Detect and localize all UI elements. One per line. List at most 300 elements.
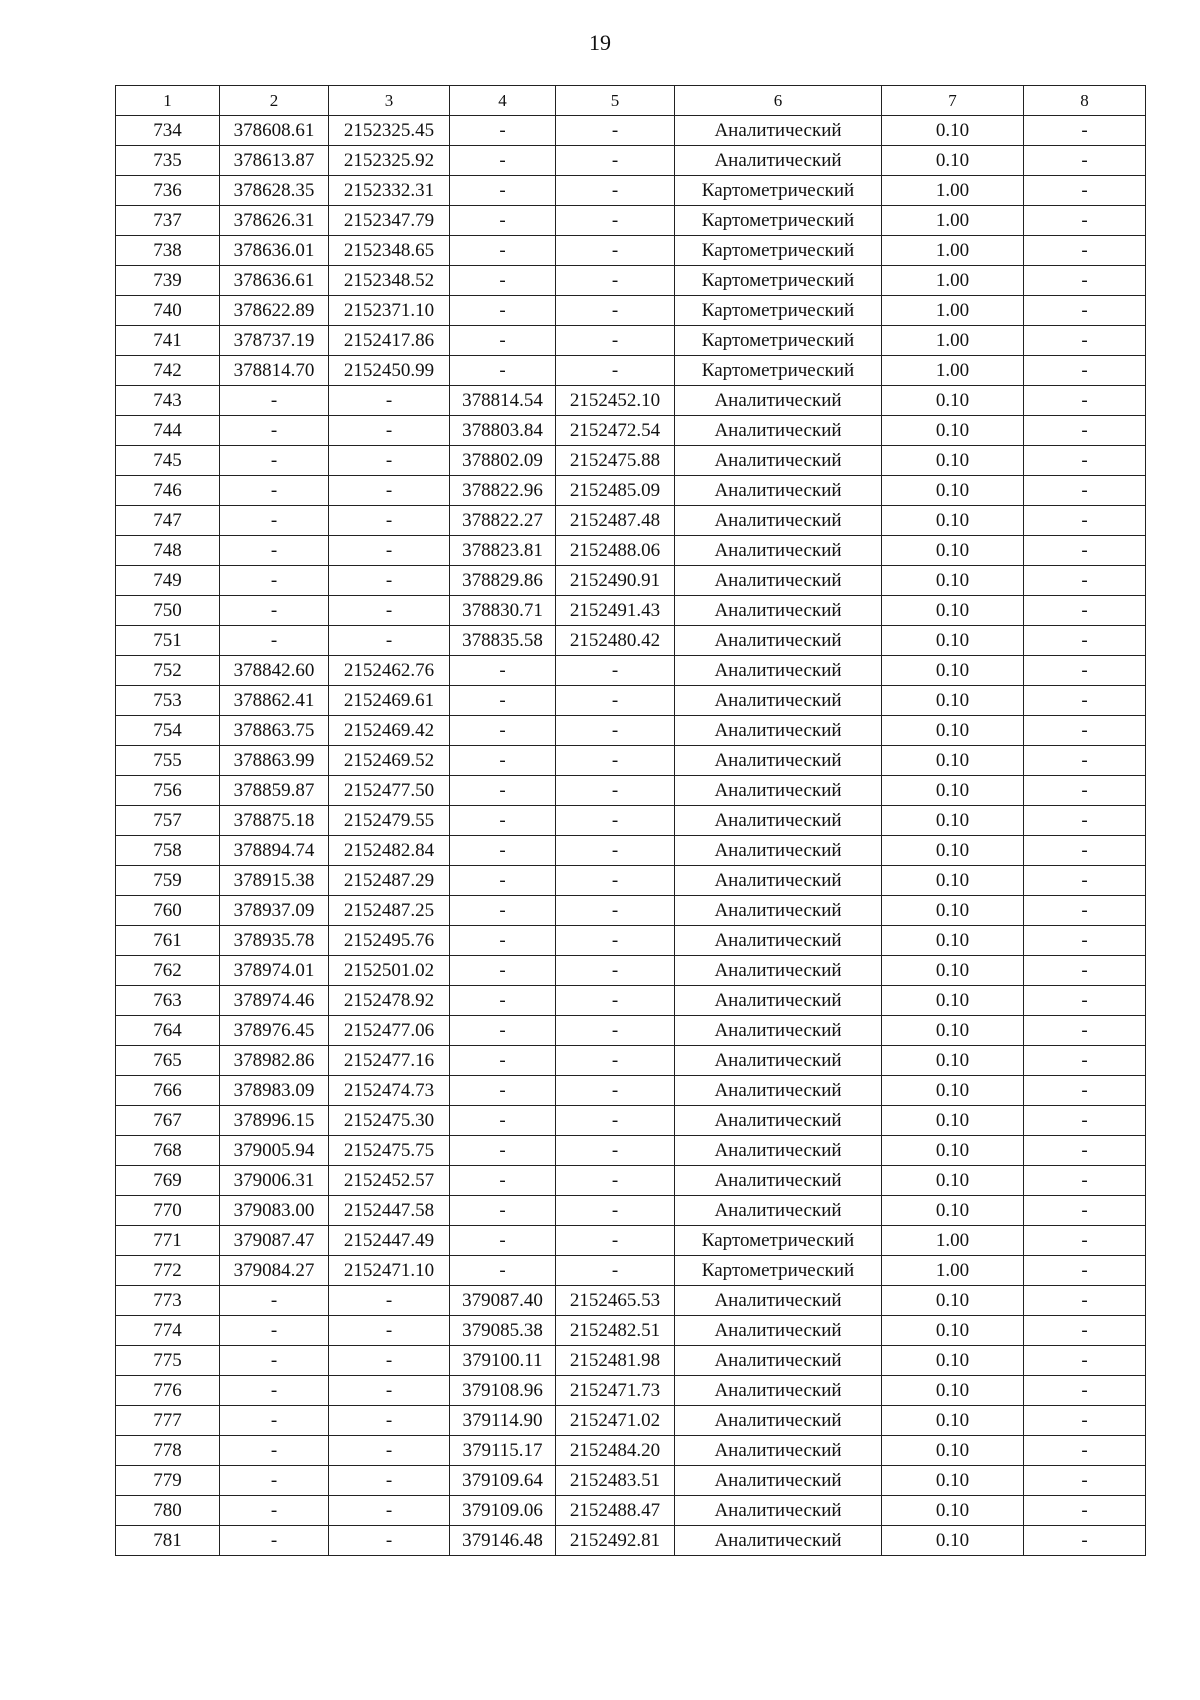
point-number-cell: 775 bbox=[116, 1346, 220, 1376]
y-old-cell: - bbox=[329, 1376, 450, 1406]
y-new-cell: - bbox=[556, 716, 675, 746]
table-row bbox=[116, 1496, 1146, 1526]
accuracy-cell: 0.10 bbox=[882, 116, 1024, 146]
table-row bbox=[116, 1046, 1146, 1076]
x-new-cell: - bbox=[450, 1106, 556, 1136]
x-new-cell: 378822.96 bbox=[450, 476, 556, 506]
point-number-cell: 779 bbox=[116, 1466, 220, 1496]
description-cell: - bbox=[1024, 356, 1146, 386]
description-cell: - bbox=[1024, 986, 1146, 1016]
y-new-cell: - bbox=[556, 656, 675, 686]
accuracy-cell: 0.10 bbox=[882, 536, 1024, 566]
method-cell: Аналитический bbox=[675, 416, 882, 446]
y-new-cell: - bbox=[556, 1166, 675, 1196]
point-number-cell: 748 bbox=[116, 536, 220, 566]
point-number-cell: 761 bbox=[116, 926, 220, 956]
method-cell: Аналитический bbox=[675, 836, 882, 866]
description-cell: - bbox=[1024, 746, 1146, 776]
point-number-cell: 740 bbox=[116, 296, 220, 326]
x-new-cell: 379087.40 bbox=[450, 1286, 556, 1316]
accuracy-cell: 0.10 bbox=[882, 986, 1024, 1016]
table-row bbox=[116, 566, 1146, 596]
description-cell: - bbox=[1024, 866, 1146, 896]
table-row bbox=[116, 1226, 1146, 1256]
description-cell: - bbox=[1024, 1466, 1146, 1496]
description-cell: - bbox=[1024, 1436, 1146, 1466]
x-new-cell: - bbox=[450, 266, 556, 296]
y-old-cell: 2152477.06 bbox=[329, 1016, 450, 1046]
description-cell: - bbox=[1024, 386, 1146, 416]
description-cell: - bbox=[1024, 266, 1146, 296]
x-old-cell: 378875.18 bbox=[220, 806, 329, 836]
x-old-cell: - bbox=[220, 1376, 329, 1406]
y-old-cell: 2152325.45 bbox=[329, 116, 450, 146]
accuracy-cell: 0.10 bbox=[882, 896, 1024, 926]
y-old-cell: 2152452.57 bbox=[329, 1166, 450, 1196]
method-cell: Аналитический bbox=[675, 1496, 882, 1526]
point-number-cell: 754 bbox=[116, 716, 220, 746]
y-old-cell: - bbox=[329, 596, 450, 626]
accuracy-cell: 0.10 bbox=[882, 656, 1024, 686]
y-new-cell: 2152488.47 bbox=[556, 1496, 675, 1526]
table-row bbox=[116, 746, 1146, 776]
point-number-cell: 752 bbox=[116, 656, 220, 686]
x-old-cell: 378613.87 bbox=[220, 146, 329, 176]
description-cell: - bbox=[1024, 1286, 1146, 1316]
y-old-cell: - bbox=[329, 386, 450, 416]
accuracy-cell: 1.00 bbox=[882, 1226, 1024, 1256]
description-cell: - bbox=[1024, 896, 1146, 926]
table-row bbox=[116, 926, 1146, 956]
point-number-cell: 747 bbox=[116, 506, 220, 536]
column-header: 7 bbox=[882, 86, 1024, 116]
y-new-cell: - bbox=[556, 356, 675, 386]
accuracy-cell: 1.00 bbox=[882, 236, 1024, 266]
accuracy-cell: 0.10 bbox=[882, 1316, 1024, 1346]
table-row bbox=[116, 896, 1146, 926]
description-cell: - bbox=[1024, 506, 1146, 536]
description-cell: - bbox=[1024, 476, 1146, 506]
x-new-cell: - bbox=[450, 986, 556, 1016]
description-cell: - bbox=[1024, 1106, 1146, 1136]
table-row bbox=[116, 386, 1146, 416]
accuracy-cell: 1.00 bbox=[882, 206, 1024, 236]
x-old-cell: 378863.99 bbox=[220, 746, 329, 776]
x-new-cell: - bbox=[450, 116, 556, 146]
y-old-cell: 2152474.73 bbox=[329, 1076, 450, 1106]
header-row bbox=[116, 86, 1146, 116]
description-cell: - bbox=[1024, 1346, 1146, 1376]
method-cell: Картометрический bbox=[675, 326, 882, 356]
y-old-cell: 2152479.55 bbox=[329, 806, 450, 836]
x-new-cell: 378802.09 bbox=[450, 446, 556, 476]
y-new-cell: 2152471.73 bbox=[556, 1376, 675, 1406]
method-cell: Аналитический bbox=[675, 866, 882, 896]
x-old-cell: - bbox=[220, 1346, 329, 1376]
accuracy-cell: 0.10 bbox=[882, 1406, 1024, 1436]
point-number-cell: 763 bbox=[116, 986, 220, 1016]
point-number-cell: 757 bbox=[116, 806, 220, 836]
description-cell: - bbox=[1024, 1166, 1146, 1196]
method-cell: Аналитический bbox=[675, 626, 882, 656]
point-number-cell: 770 bbox=[116, 1196, 220, 1226]
y-old-cell: - bbox=[329, 416, 450, 446]
y-old-cell: 2152482.84 bbox=[329, 836, 450, 866]
point-number-cell: 774 bbox=[116, 1316, 220, 1346]
y-new-cell: - bbox=[556, 836, 675, 866]
x-old-cell: 379087.47 bbox=[220, 1226, 329, 1256]
y-new-cell: 2152484.20 bbox=[556, 1436, 675, 1466]
y-new-cell: 2152490.91 bbox=[556, 566, 675, 596]
y-old-cell: 2152469.61 bbox=[329, 686, 450, 716]
table-row bbox=[116, 1196, 1146, 1226]
method-cell: Картометрический bbox=[675, 176, 882, 206]
x-old-cell: 378894.74 bbox=[220, 836, 329, 866]
y-new-cell: - bbox=[556, 776, 675, 806]
y-old-cell: - bbox=[329, 536, 450, 566]
y-old-cell: 2152348.65 bbox=[329, 236, 450, 266]
x-new-cell: - bbox=[450, 836, 556, 866]
accuracy-cell: 0.10 bbox=[882, 956, 1024, 986]
table-row bbox=[116, 656, 1146, 686]
y-new-cell: - bbox=[556, 866, 675, 896]
x-old-cell: 378626.31 bbox=[220, 206, 329, 236]
x-new-cell: 379100.11 bbox=[450, 1346, 556, 1376]
coordinates-table bbox=[115, 85, 1146, 1556]
x-old-cell: - bbox=[220, 476, 329, 506]
method-cell: Аналитический bbox=[675, 566, 882, 596]
table-row bbox=[116, 596, 1146, 626]
method-cell: Аналитический bbox=[675, 1376, 882, 1406]
x-old-cell: 378842.60 bbox=[220, 656, 329, 686]
y-new-cell: 2152480.42 bbox=[556, 626, 675, 656]
description-cell: - bbox=[1024, 206, 1146, 236]
x-old-cell: - bbox=[220, 416, 329, 446]
y-new-cell: - bbox=[556, 956, 675, 986]
y-new-cell: 2152475.88 bbox=[556, 446, 675, 476]
x-old-cell: 378737.19 bbox=[220, 326, 329, 356]
point-number-cell: 755 bbox=[116, 746, 220, 776]
table-row bbox=[116, 1526, 1146, 1556]
x-old-cell: 378996.15 bbox=[220, 1106, 329, 1136]
column-header: 4 bbox=[450, 86, 556, 116]
x-new-cell: - bbox=[450, 1196, 556, 1226]
method-cell: Аналитический bbox=[675, 1466, 882, 1496]
description-cell: - bbox=[1024, 416, 1146, 446]
point-number-cell: 742 bbox=[116, 356, 220, 386]
y-old-cell: - bbox=[329, 1466, 450, 1496]
x-new-cell: 378830.71 bbox=[450, 596, 556, 626]
x-new-cell: - bbox=[450, 1256, 556, 1286]
method-cell: Аналитический bbox=[675, 1046, 882, 1076]
x-old-cell: - bbox=[220, 1286, 329, 1316]
method-cell: Аналитический bbox=[675, 1316, 882, 1346]
accuracy-cell: 0.10 bbox=[882, 1046, 1024, 1076]
y-new-cell: 2152487.48 bbox=[556, 506, 675, 536]
accuracy-cell: 0.10 bbox=[882, 506, 1024, 536]
y-old-cell: 2152447.58 bbox=[329, 1196, 450, 1226]
method-cell: Аналитический bbox=[675, 1196, 882, 1226]
y-new-cell: - bbox=[556, 176, 675, 206]
y-old-cell: - bbox=[329, 1436, 450, 1466]
accuracy-cell: 0.10 bbox=[882, 926, 1024, 956]
y-new-cell: - bbox=[556, 1016, 675, 1046]
x-new-cell: 379115.17 bbox=[450, 1436, 556, 1466]
table-body bbox=[116, 116, 1146, 1556]
y-old-cell: 2152462.76 bbox=[329, 656, 450, 686]
method-cell: Картометрический bbox=[675, 1226, 882, 1256]
method-cell: Аналитический bbox=[675, 746, 882, 776]
table-row bbox=[116, 686, 1146, 716]
table-row bbox=[116, 986, 1146, 1016]
y-new-cell: - bbox=[556, 926, 675, 956]
y-new-cell: 2152488.06 bbox=[556, 536, 675, 566]
point-number-cell: 738 bbox=[116, 236, 220, 266]
method-cell: Аналитический bbox=[675, 986, 882, 1016]
x-old-cell: 378859.87 bbox=[220, 776, 329, 806]
description-cell: - bbox=[1024, 1406, 1146, 1436]
y-new-cell: 2152492.81 bbox=[556, 1526, 675, 1556]
column-header: 5 bbox=[556, 86, 675, 116]
table-row bbox=[116, 776, 1146, 806]
description-cell: - bbox=[1024, 1016, 1146, 1046]
table-row bbox=[116, 1076, 1146, 1106]
accuracy-cell: 0.10 bbox=[882, 1526, 1024, 1556]
accuracy-cell: 1.00 bbox=[882, 296, 1024, 326]
description-cell: - bbox=[1024, 806, 1146, 836]
x-old-cell: - bbox=[220, 566, 329, 596]
accuracy-cell: 0.10 bbox=[882, 866, 1024, 896]
point-number-cell: 737 bbox=[116, 206, 220, 236]
x-new-cell: 378814.54 bbox=[450, 386, 556, 416]
description-cell: - bbox=[1024, 236, 1146, 266]
x-new-cell: - bbox=[450, 656, 556, 686]
y-old-cell: - bbox=[329, 1316, 450, 1346]
method-cell: Аналитический bbox=[675, 686, 882, 716]
point-number-cell: 769 bbox=[116, 1166, 220, 1196]
method-cell: Аналитический bbox=[675, 446, 882, 476]
y-new-cell: 2152483.51 bbox=[556, 1466, 675, 1496]
description-cell: - bbox=[1024, 176, 1146, 206]
y-old-cell: 2152475.30 bbox=[329, 1106, 450, 1136]
y-old-cell: 2152347.79 bbox=[329, 206, 450, 236]
description-cell: - bbox=[1024, 536, 1146, 566]
method-cell: Аналитический bbox=[675, 1136, 882, 1166]
y-old-cell: 2152475.75 bbox=[329, 1136, 450, 1166]
point-number-cell: 745 bbox=[116, 446, 220, 476]
accuracy-cell: 0.10 bbox=[882, 146, 1024, 176]
x-new-cell: - bbox=[450, 1136, 556, 1166]
point-number-cell: 765 bbox=[116, 1046, 220, 1076]
point-number-cell: 749 bbox=[116, 566, 220, 596]
point-number-cell: 734 bbox=[116, 116, 220, 146]
point-number-cell: 773 bbox=[116, 1286, 220, 1316]
accuracy-cell: 0.10 bbox=[882, 446, 1024, 476]
accuracy-cell: 0.10 bbox=[882, 1106, 1024, 1136]
accuracy-cell: 0.10 bbox=[882, 1376, 1024, 1406]
x-old-cell: 378862.41 bbox=[220, 686, 329, 716]
x-old-cell: - bbox=[220, 1466, 329, 1496]
table-row bbox=[116, 1406, 1146, 1436]
method-cell: Картометрический bbox=[675, 356, 882, 386]
accuracy-cell: 0.10 bbox=[882, 1136, 1024, 1166]
x-new-cell: - bbox=[450, 1166, 556, 1196]
x-new-cell: - bbox=[450, 716, 556, 746]
x-new-cell: - bbox=[450, 866, 556, 896]
x-new-cell: - bbox=[450, 956, 556, 986]
accuracy-cell: 1.00 bbox=[882, 266, 1024, 296]
accuracy-cell: 0.10 bbox=[882, 1346, 1024, 1376]
y-old-cell: 2152501.02 bbox=[329, 956, 450, 986]
point-number-cell: 741 bbox=[116, 326, 220, 356]
method-cell: Аналитический bbox=[675, 896, 882, 926]
x-new-cell: - bbox=[450, 896, 556, 926]
method-cell: Аналитический bbox=[675, 926, 882, 956]
x-old-cell: - bbox=[220, 1436, 329, 1466]
y-old-cell: - bbox=[329, 506, 450, 536]
x-old-cell: 378935.78 bbox=[220, 926, 329, 956]
y-old-cell: - bbox=[329, 566, 450, 596]
table-row bbox=[116, 1436, 1146, 1466]
x-new-cell: - bbox=[450, 1046, 556, 1076]
method-cell: Аналитический bbox=[675, 536, 882, 566]
x-old-cell: - bbox=[220, 1316, 329, 1346]
x-new-cell: 379108.96 bbox=[450, 1376, 556, 1406]
table-row bbox=[116, 1286, 1146, 1316]
x-new-cell: 378829.86 bbox=[450, 566, 556, 596]
description-cell: - bbox=[1024, 296, 1146, 326]
y-new-cell: - bbox=[556, 1076, 675, 1106]
point-number-cell: 777 bbox=[116, 1406, 220, 1436]
table-row bbox=[116, 296, 1146, 326]
description-cell: - bbox=[1024, 656, 1146, 686]
description-cell: - bbox=[1024, 1376, 1146, 1406]
accuracy-cell: 1.00 bbox=[882, 176, 1024, 206]
x-old-cell: - bbox=[220, 506, 329, 536]
y-new-cell: - bbox=[556, 146, 675, 176]
point-number-cell: 767 bbox=[116, 1106, 220, 1136]
table-row bbox=[116, 1016, 1146, 1046]
x-new-cell: - bbox=[450, 236, 556, 266]
point-number-cell: 753 bbox=[116, 686, 220, 716]
accuracy-cell: 0.10 bbox=[882, 1466, 1024, 1496]
y-new-cell: 2152482.51 bbox=[556, 1316, 675, 1346]
point-number-cell: 759 bbox=[116, 866, 220, 896]
table-row bbox=[116, 146, 1146, 176]
y-old-cell: 2152477.16 bbox=[329, 1046, 450, 1076]
accuracy-cell: 1.00 bbox=[882, 326, 1024, 356]
x-old-cell: - bbox=[220, 626, 329, 656]
x-new-cell: 379114.90 bbox=[450, 1406, 556, 1436]
method-cell: Аналитический bbox=[675, 596, 882, 626]
accuracy-cell: 0.10 bbox=[882, 596, 1024, 626]
x-new-cell: - bbox=[450, 926, 556, 956]
x-old-cell: - bbox=[220, 536, 329, 566]
accuracy-cell: 0.10 bbox=[882, 1016, 1024, 1046]
x-new-cell: - bbox=[450, 206, 556, 236]
x-old-cell: 378622.89 bbox=[220, 296, 329, 326]
point-number-cell: 750 bbox=[116, 596, 220, 626]
x-new-cell: - bbox=[450, 176, 556, 206]
description-cell: - bbox=[1024, 776, 1146, 806]
column-header: 6 bbox=[675, 86, 882, 116]
table-row bbox=[116, 176, 1146, 206]
method-cell: Аналитический bbox=[675, 506, 882, 536]
x-new-cell: - bbox=[450, 806, 556, 836]
table-row bbox=[116, 266, 1146, 296]
description-cell: - bbox=[1024, 1526, 1146, 1556]
method-cell: Картометрический bbox=[675, 206, 882, 236]
x-new-cell: 379109.06 bbox=[450, 1496, 556, 1526]
method-cell: Аналитический bbox=[675, 956, 882, 986]
y-new-cell: 2152465.53 bbox=[556, 1286, 675, 1316]
y-new-cell: - bbox=[556, 1046, 675, 1076]
y-old-cell: 2152325.92 bbox=[329, 146, 450, 176]
description-cell: - bbox=[1024, 626, 1146, 656]
method-cell: Аналитический bbox=[675, 776, 882, 806]
method-cell: Аналитический bbox=[675, 656, 882, 686]
y-old-cell: - bbox=[329, 1346, 450, 1376]
point-number-cell: 772 bbox=[116, 1256, 220, 1286]
y-new-cell: - bbox=[556, 236, 675, 266]
table-row bbox=[116, 536, 1146, 566]
description-cell: - bbox=[1024, 1046, 1146, 1076]
method-cell: Аналитический bbox=[675, 116, 882, 146]
point-number-cell: 778 bbox=[116, 1436, 220, 1466]
method-cell: Аналитический bbox=[675, 806, 882, 836]
y-old-cell: - bbox=[329, 1496, 450, 1526]
description-cell: - bbox=[1024, 686, 1146, 716]
table-row bbox=[116, 1136, 1146, 1166]
y-new-cell: - bbox=[556, 986, 675, 1016]
y-old-cell: 2152487.29 bbox=[329, 866, 450, 896]
x-old-cell: 379006.31 bbox=[220, 1166, 329, 1196]
x-old-cell: 378976.45 bbox=[220, 1016, 329, 1046]
point-number-cell: 735 bbox=[116, 146, 220, 176]
accuracy-cell: 0.10 bbox=[882, 1286, 1024, 1316]
table-row bbox=[116, 446, 1146, 476]
y-new-cell: - bbox=[556, 686, 675, 716]
y-new-cell: - bbox=[556, 1136, 675, 1166]
y-new-cell: 2152491.43 bbox=[556, 596, 675, 626]
accuracy-cell: 0.10 bbox=[882, 836, 1024, 866]
y-new-cell: - bbox=[556, 1106, 675, 1136]
table-row bbox=[116, 1166, 1146, 1196]
x-new-cell: 379146.48 bbox=[450, 1526, 556, 1556]
point-number-cell: 736 bbox=[116, 176, 220, 206]
method-cell: Картометрический bbox=[675, 296, 882, 326]
x-new-cell: - bbox=[450, 326, 556, 356]
table-row bbox=[116, 1316, 1146, 1346]
table-row bbox=[116, 416, 1146, 446]
accuracy-cell: 0.10 bbox=[882, 1196, 1024, 1226]
method-cell: Аналитический bbox=[675, 1406, 882, 1436]
x-new-cell: 378822.27 bbox=[450, 506, 556, 536]
method-cell: Картометрический bbox=[675, 236, 882, 266]
x-old-cell: 378636.61 bbox=[220, 266, 329, 296]
accuracy-cell: 0.10 bbox=[882, 1496, 1024, 1526]
table-row bbox=[116, 1106, 1146, 1136]
y-new-cell: - bbox=[556, 206, 675, 236]
table-row bbox=[116, 806, 1146, 836]
y-old-cell: - bbox=[329, 1526, 450, 1556]
accuracy-cell: 0.10 bbox=[882, 686, 1024, 716]
table-row bbox=[116, 956, 1146, 986]
table-row bbox=[116, 506, 1146, 536]
description-cell: - bbox=[1024, 716, 1146, 746]
y-old-cell: 2152469.42 bbox=[329, 716, 450, 746]
y-new-cell: - bbox=[556, 896, 675, 926]
